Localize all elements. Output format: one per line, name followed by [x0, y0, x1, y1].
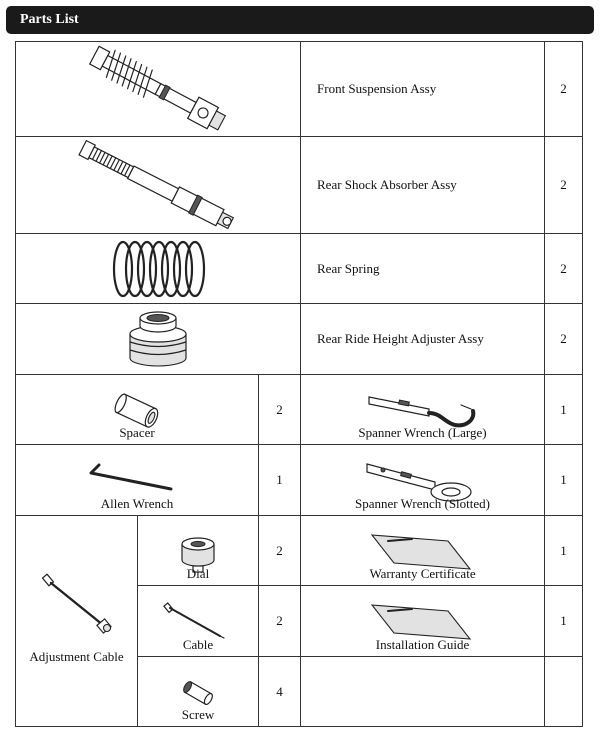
part-name: Installation Guide [375, 637, 470, 652]
part-image-cell [16, 137, 301, 234]
part-qty: 1 [545, 445, 583, 516]
part-qty: 1 [545, 586, 583, 657]
part-name: Spacer [119, 425, 155, 440]
table-row [16, 375, 583, 445]
part-qty: 2 [259, 586, 301, 657]
adjustment-cable-icon [27, 569, 127, 639]
part-image-cell [138, 586, 259, 657]
part-name: Front Suspension Assy [301, 42, 545, 137]
part-image-cell [16, 375, 259, 445]
ride-height-adjuster-icon [118, 306, 198, 372]
part-image-cell [16, 234, 301, 304]
part-name: Rear Shock Absorber Assy [301, 137, 545, 234]
part-name: Adjustment Cable [29, 649, 124, 664]
part-qty: 4 [259, 657, 301, 727]
part-qty: 2 [545, 137, 583, 234]
part-image-cell [301, 375, 545, 445]
part-name: Spanner Wrench (Slotted) [355, 496, 490, 511]
parts-table [15, 41, 583, 727]
front-suspension-icon [68, 43, 248, 135]
part-name: Warranty Certificate [369, 566, 476, 581]
part-name: Spanner Wrench (Large) [358, 425, 487, 440]
part-image-cell [16, 42, 301, 137]
part-image-cell [301, 445, 545, 516]
section-header [6, 6, 594, 34]
table-row [16, 304, 583, 375]
empty-cell [545, 657, 583, 727]
part-image-cell [16, 304, 301, 375]
table-row [16, 516, 583, 586]
empty-cell [301, 657, 545, 727]
part-name: Rear Ride Height Adjuster Assy [301, 304, 545, 375]
table-row [16, 42, 583, 137]
section-title: Parts List [20, 12, 79, 27]
part-qty: 2 [545, 42, 583, 137]
part-name: Allen Wrench [100, 496, 174, 511]
part-qty: 2 [545, 304, 583, 375]
part-qty: 2 [545, 234, 583, 304]
part-qty: 2 [259, 516, 301, 586]
rear-spring-icon [103, 236, 213, 302]
part-name: Dial [186, 566, 210, 581]
table-row [16, 137, 583, 234]
part-name: Screw [181, 707, 215, 722]
part-qty: 1 [545, 516, 583, 586]
table-row [16, 445, 583, 516]
rear-shock-icon [68, 138, 248, 232]
part-image-cell [138, 657, 259, 727]
part-image-cell [301, 516, 545, 586]
part-image-cell [138, 516, 259, 586]
part-image-cell [16, 445, 259, 516]
part-qty: 1 [259, 445, 301, 516]
table-row [16, 234, 583, 304]
part-name: Rear Spring [301, 234, 545, 304]
part-qty: 1 [545, 375, 583, 445]
part-image-cell [301, 586, 545, 657]
part-image-cell [16, 516, 138, 727]
part-qty: 2 [259, 375, 301, 445]
part-name: Cable [182, 637, 214, 652]
